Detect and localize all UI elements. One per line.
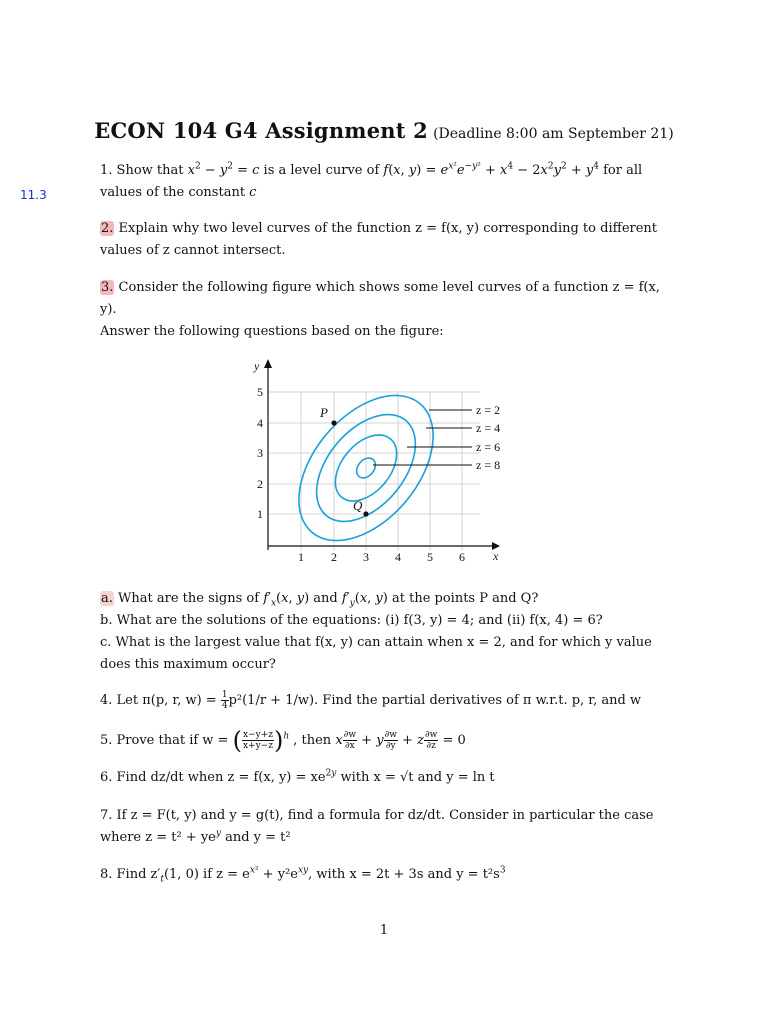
x-axis-label: x [493, 549, 499, 563]
svg-text:3: 3 [363, 550, 369, 564]
page-title [0, 118, 768, 143]
y-tick-labels [257, 385, 263, 521]
svg-text:1: 1 [257, 507, 263, 521]
svg-text:3: 3 [257, 446, 263, 460]
question-5: 5. Prove that if w = ( $\frac{x-y+z}{x+y-z}$ )$^h$ , then x $\frac{\partial w}{\partial x}$ + y $\frac{\partial w}{\partial y}$ + z $\frac{\partial w}{\partial z}$ = 0 [100, 726, 466, 755]
level-label-z8: z = 8 [476, 458, 501, 472]
y-axis-label: y [254, 359, 260, 373]
question-4: 4. Let π(p, r, w) = $\frac{1}{4}$ p²(1/r + 1/w). Find the partial derivatives of π w.r.t. p, r, and w [100, 690, 642, 711]
y-axis-arrow [264, 359, 272, 368]
question-3a-highlight: a. [101, 591, 113, 606]
svg-text:4: 4 [395, 550, 401, 564]
page-number: 1 [379, 923, 389, 938]
svg-text:5: 5 [257, 385, 263, 399]
level-label-z6: z = 6 [476, 440, 501, 454]
point-q [363, 511, 368, 516]
margin-annotation: 11.3 [20, 188, 47, 202]
level-labels [476, 403, 500, 472]
point-p [331, 420, 336, 425]
point-p-label: P [320, 405, 328, 420]
x-tick-labels [298, 550, 465, 564]
svg-text:2: 2 [257, 477, 263, 491]
deadline-text: (Deadline 8:00 am September 21) [433, 126, 674, 142]
svg-text:4: 4 [257, 416, 263, 430]
svg-text:5: 5 [427, 550, 433, 564]
question-6: 6. Find dz/dt when z = f(x, $y) = xe^{2y}$ with x = √t and y = ln t [100, 768, 495, 785]
question-3-highlight: 3. [101, 280, 114, 295]
question-3: 3. Consider the following figure which shows some level curves of a function z = f(x, y). Answer the following questions based on the figure: [100, 280, 660, 339]
svg-text:6: 6 [459, 550, 465, 564]
question-2-highlight: 2. [101, 221, 114, 236]
point-q-label: Q [353, 498, 363, 513]
question-3a: a. What are the signs of $f'_x(x$, y) and $f'_y(x$, y) at the points P and Q? [101, 591, 539, 609]
question-8: 8. Find $z'_t(1$, 0) if $z = e^{x^2} + y^2e^{xy}$, with x = 2t + 3s and $y = t^2s^3$ [100, 865, 506, 885]
level-label-z4: z = 4 [476, 421, 501, 435]
level-curve-figure [240, 350, 520, 570]
level-label-z2: z = 2 [476, 403, 501, 417]
question-1: 1. Show that $x^2 - y^2 = c$ is a level curve of f(x, $y) = e^{x^2}e^{-y^2} + x^4 - 2x^2y^2 + y^4$ for all values of the constant c [100, 161, 643, 200]
svg-text:1: 1 [298, 550, 304, 564]
question-3b: b. What are the solutions of the equations: (i) f(3, y) = 4; and (ii) f(x, 4) = 6? [100, 613, 603, 628]
axes [268, 368, 492, 550]
svg-text:2: 2 [331, 550, 337, 564]
question-2: 2. Explain why two level curves of the function z = f(x, y) corresponding to different values of z cannot intersect. [100, 221, 658, 258]
assignment-title: ECON 104 G4 Assignment 2 [94, 118, 428, 143]
question-7: 7. If z = F(t, y) and y = g(t), find a formula for dz/dt. Consider in particular the case where $z = t^2 + ye^y$ and y = t² [100, 808, 654, 845]
question-3c: c. What is the largest value that f(x, y) can attain when x = 2, and for which y value does this maximum occur? [100, 635, 652, 672]
